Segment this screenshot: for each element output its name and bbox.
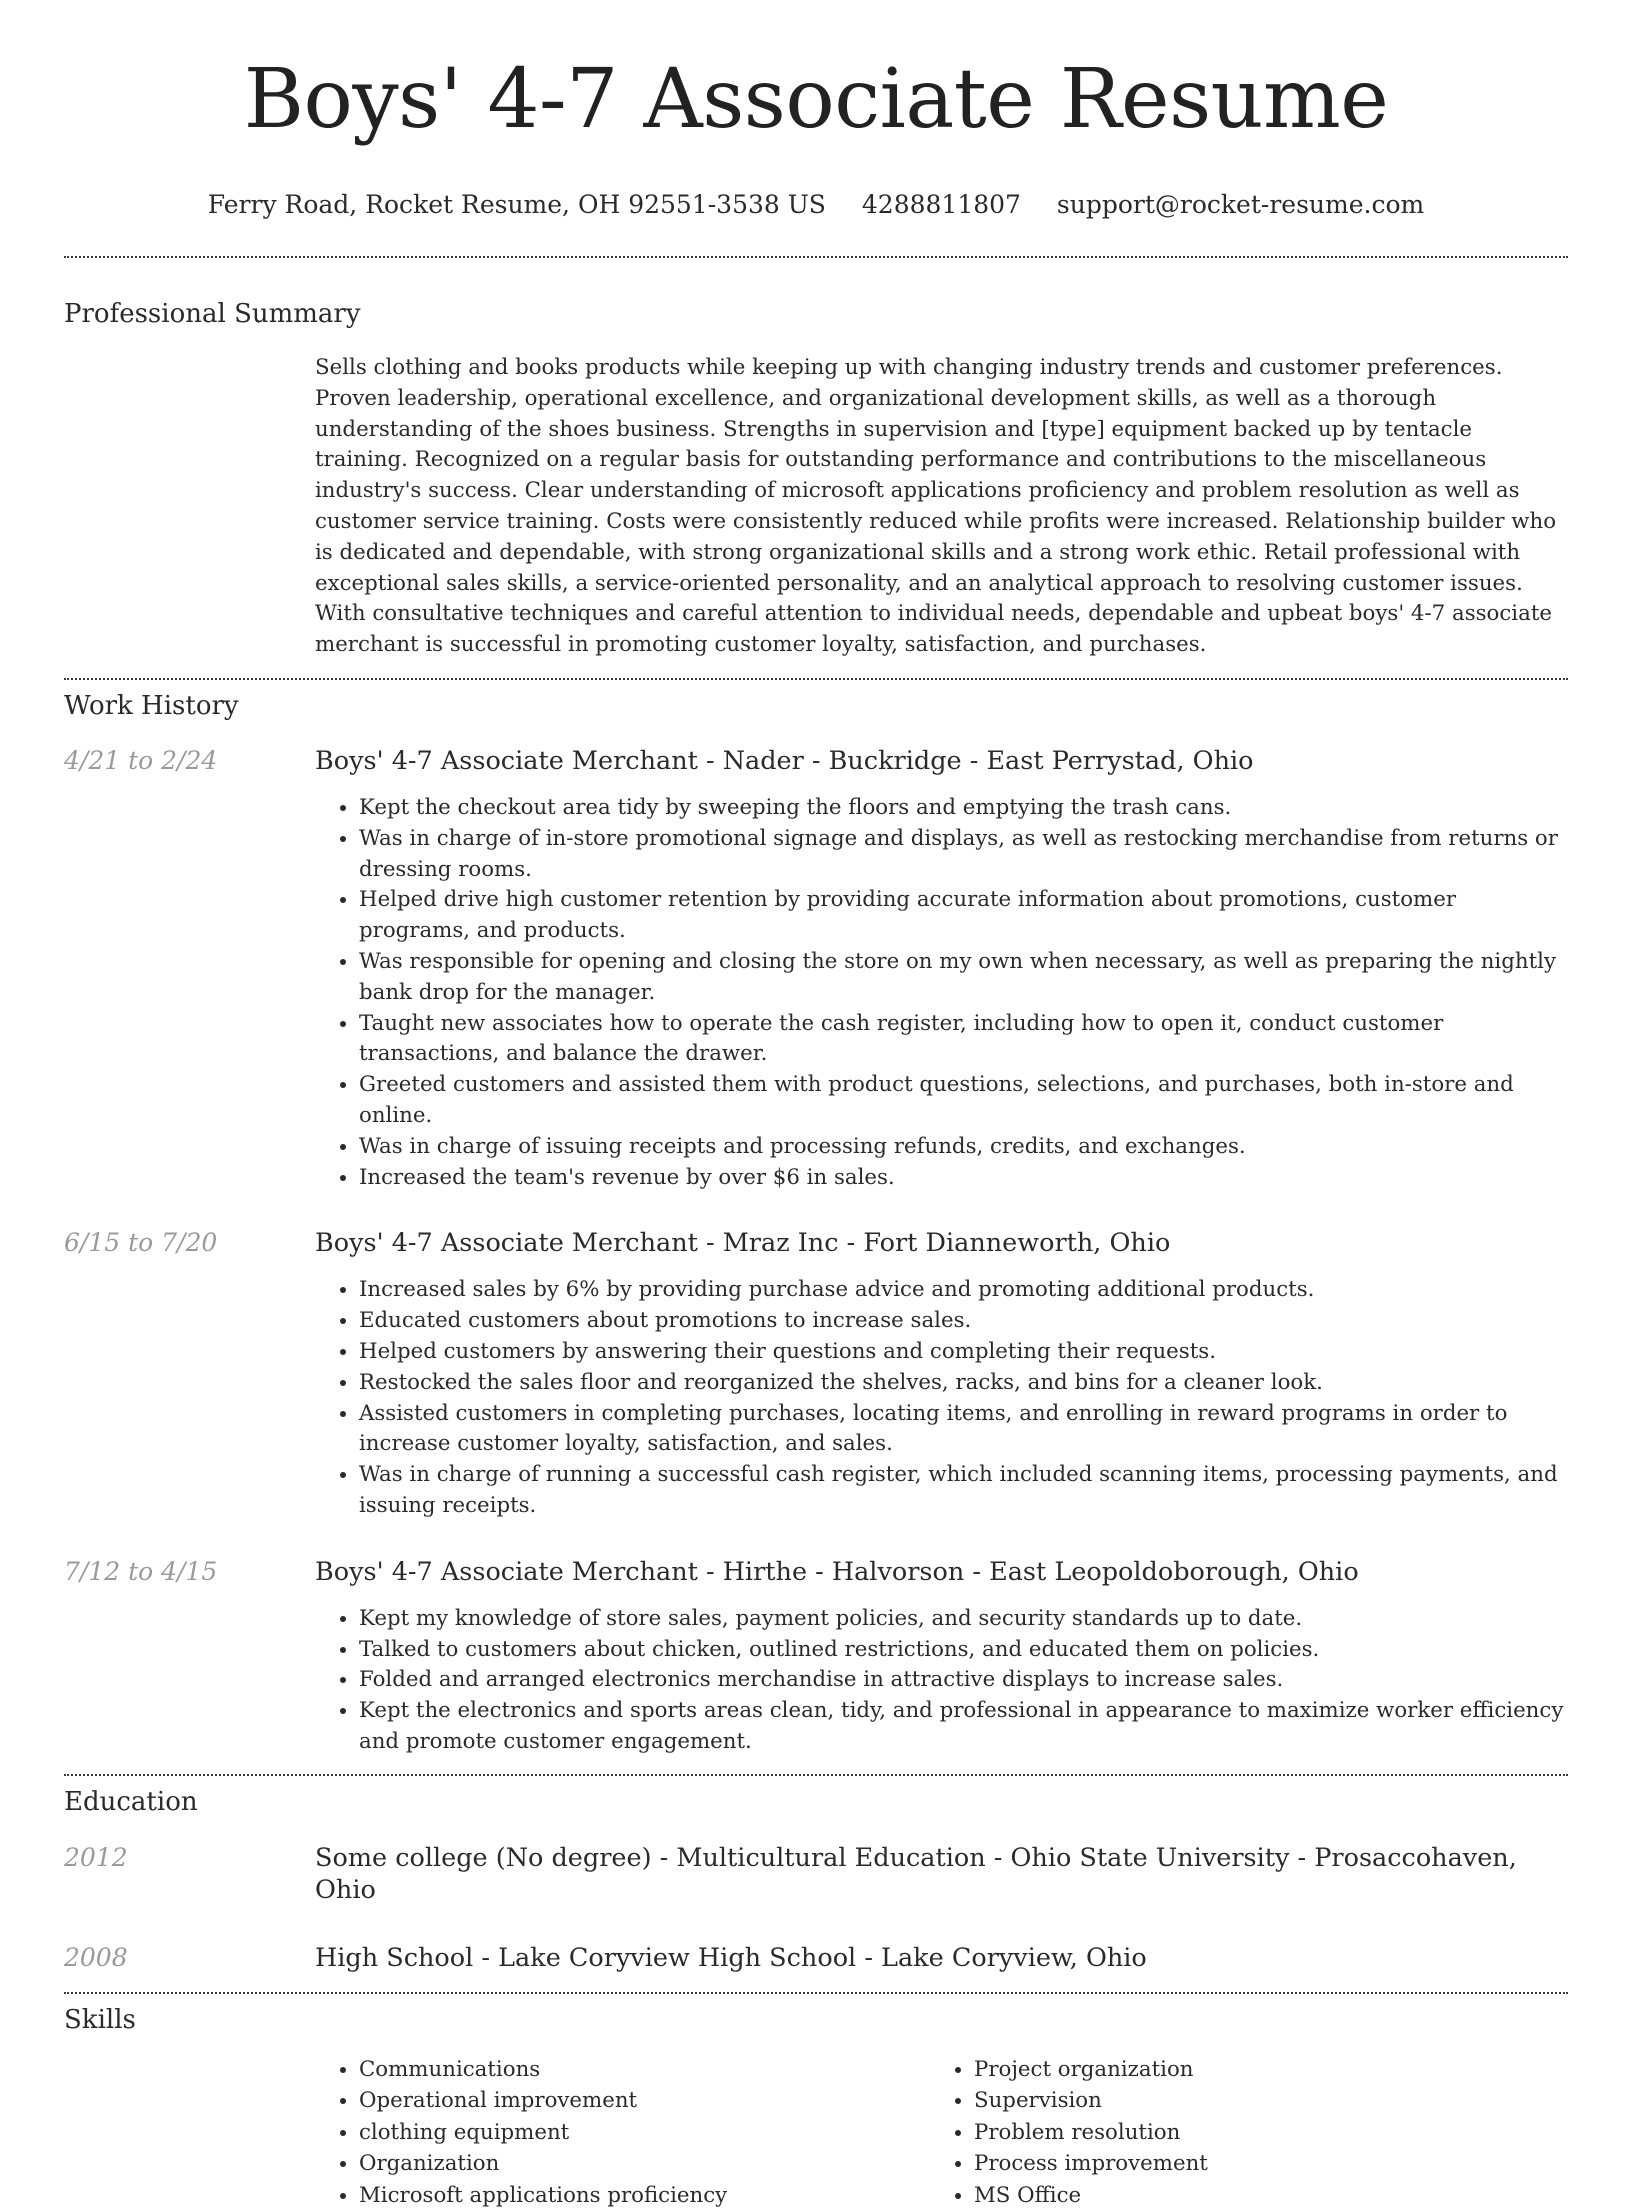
section-title-work: Work History bbox=[64, 690, 239, 721]
list-item: • Was in charge of in-store promotional signage and displays, as well as restocking merchandise from returns or dressing rooms. bbox=[359, 824, 1568, 886]
work-bullets bbox=[315, 793, 1568, 1193]
list-item: • Assisted customers in completing purchases, locating items, and enrolling in reward programs in order to increase customer loyalty, satisfaction, and sales. bbox=[359, 1399, 1568, 1461]
work-bullets bbox=[315, 1604, 1568, 1758]
education-detail: Some college (No degree) - Multicultural Education - Ohio State University - Prosaccohaven, Ohio bbox=[315, 1842, 1517, 1905]
section-title-summary: Professional Summary bbox=[64, 299, 361, 329]
skills-column-right bbox=[930, 2054, 1530, 2211]
list-item: • Greeted customers and assisted them with product questions, selections, and purchases, both in-store and online. bbox=[359, 1070, 1568, 1132]
skills-list bbox=[315, 2054, 915, 2211]
contact-line bbox=[64, 189, 1568, 221]
work-title: Boys' 4-7 Associate Merchant - Mraz Inc - Fort Dianneworth, Ohio bbox=[315, 1228, 1171, 1259]
list-item: • Taught new associates how to operate the cash register, including how to open it, conduct customer transactions, and balance the drawer. bbox=[359, 1009, 1568, 1071]
list-item: • Organization bbox=[359, 2148, 915, 2180]
list-item: • Supervision bbox=[974, 2085, 1530, 2117]
list-item: • Was responsible for opening and closing the store on my own when necessary, as well as preparing the nightly bank drop for the manager. bbox=[359, 947, 1568, 1009]
divider bbox=[64, 1774, 1568, 1776]
section-title-skills: Skills bbox=[64, 2004, 136, 2035]
list-item: • Talked to customers about chicken, outlined restrictions, and educated them on policies. bbox=[359, 1635, 1568, 1666]
divider bbox=[64, 1992, 1568, 1994]
list-item: • Restocked the sales floor and reorganized the shelves, racks, and bins for a cleaner look. bbox=[359, 1368, 1568, 1399]
skills-list bbox=[930, 2054, 1530, 2211]
contact-address: Ferry Road, Rocket Resume, OH 92551-3538 US bbox=[207, 190, 826, 219]
list-item: • Helped customers by answering their questions and completing their requests. bbox=[359, 1337, 1568, 1368]
education-year: 2008 bbox=[64, 1942, 128, 1972]
work-entry bbox=[64, 745, 1568, 1193]
skills-column-left bbox=[315, 2054, 915, 2211]
list-item: • Increased sales by 6% by providing purchase advice and promoting additional products. bbox=[359, 1275, 1568, 1306]
work-title: Boys' 4-7 Associate Merchant - Hirthe - Halvorson - East Leopoldoborough, Ohio bbox=[315, 1556, 1359, 1587]
work-title: Boys' 4-7 Associate Merchant - Nader - Buckridge - East Perrystad, Ohio bbox=[315, 745, 1254, 776]
education-entry bbox=[64, 1842, 1568, 1906]
list-item: • Operational improvement bbox=[359, 2085, 915, 2117]
contact-email: support@rocket-resume.com bbox=[1056, 190, 1425, 219]
list-item: • Folded and arranged electronics merchandise in attractive displays to increase sales. bbox=[359, 1665, 1568, 1696]
list-item: • Kept the electronics and sports areas clean, tidy, and professional in appearance to maximize worker efficiency and promote customer engagement. bbox=[359, 1696, 1568, 1758]
work-dates: 6/15 to 7/20 bbox=[64, 1228, 218, 1258]
contact-phone: 4288811807 bbox=[861, 190, 1021, 219]
divider bbox=[64, 256, 1568, 258]
education-detail: High School - Lake Coryview High School - Lake Coryview, Ohio bbox=[315, 1942, 1147, 1973]
resume-title: Boys' 4-7 Associate Resume bbox=[243, 52, 1389, 147]
list-item: • Educated customers about promotions to increase sales. bbox=[359, 1306, 1568, 1337]
work-entry bbox=[64, 1227, 1568, 1521]
work-entry bbox=[64, 1556, 1568, 1758]
list-item: • Problem resolution bbox=[974, 2117, 1530, 2149]
list-item: • MS Office bbox=[974, 2180, 1530, 2211]
list-item: • Was in charge of issuing receipts and processing refunds, credits, and exchanges. bbox=[359, 1132, 1568, 1163]
resume-page bbox=[64, 0, 1568, 2208]
list-item: • Kept my knowledge of store sales, payment policies, and security standards up to date. bbox=[359, 1604, 1568, 1635]
work-dates: 7/12 to 4/15 bbox=[64, 1556, 218, 1586]
divider bbox=[64, 678, 1568, 680]
work-bullets bbox=[315, 1275, 1568, 1521]
education-entry bbox=[64, 1942, 1568, 1974]
list-item: • Increased the team's revenue by over $6 in sales. bbox=[359, 1163, 1568, 1194]
list-item: • Was in charge of running a successful cash register, which included scanning items, processing payments, and issuing receipts. bbox=[359, 1460, 1568, 1522]
list-item: • Helped drive high customer retention by providing accurate information about promotions, customer programs, and products. bbox=[359, 885, 1568, 947]
list-item: • clothing equipment bbox=[359, 2117, 915, 2149]
list-item: • Project organization bbox=[974, 2054, 1530, 2086]
education-year: 2012 bbox=[64, 1842, 128, 1872]
list-item: • Kept the checkout area tidy by sweeping the floors and emptying the trash cans. bbox=[359, 793, 1568, 824]
list-item: • Process improvement bbox=[974, 2148, 1530, 2180]
list-item: • Communications bbox=[359, 2054, 915, 2086]
section-title-education: Education bbox=[64, 1786, 198, 1817]
list-item: • Microsoft applications proficiency bbox=[359, 2180, 915, 2211]
work-dates: 4/21 to 2/24 bbox=[64, 745, 218, 775]
summary-text: Sells clothing and books products while keeping up with changing industry trends and customer preferences. Proven leadership, operational excellence, and organizational development skills, as well as a thorough understanding of the shoes business. Strengths in supervision and [type] equipment backed up by tentacle training. Recognized on a regular basis for outstanding performance and contributions to the miscellaneous industry's success. Clear understanding of microsoft applications proficiency and problem resolution as well as customer service training. Costs were consistently reduced while profits were increased. Relationship builder who is dedicated and dependable, with strong organizational skills and a strong work ethic. Retail professional with exceptional sales skills, a service-oriented personality, and an analytical approach to resolving customer issues. With consultative techniques and careful attention to individual needs, dependable and upbeat boys' 4-7 associate merchant is successful in promoting customer loyalty, satisfaction, and purchases. bbox=[315, 355, 1557, 658]
